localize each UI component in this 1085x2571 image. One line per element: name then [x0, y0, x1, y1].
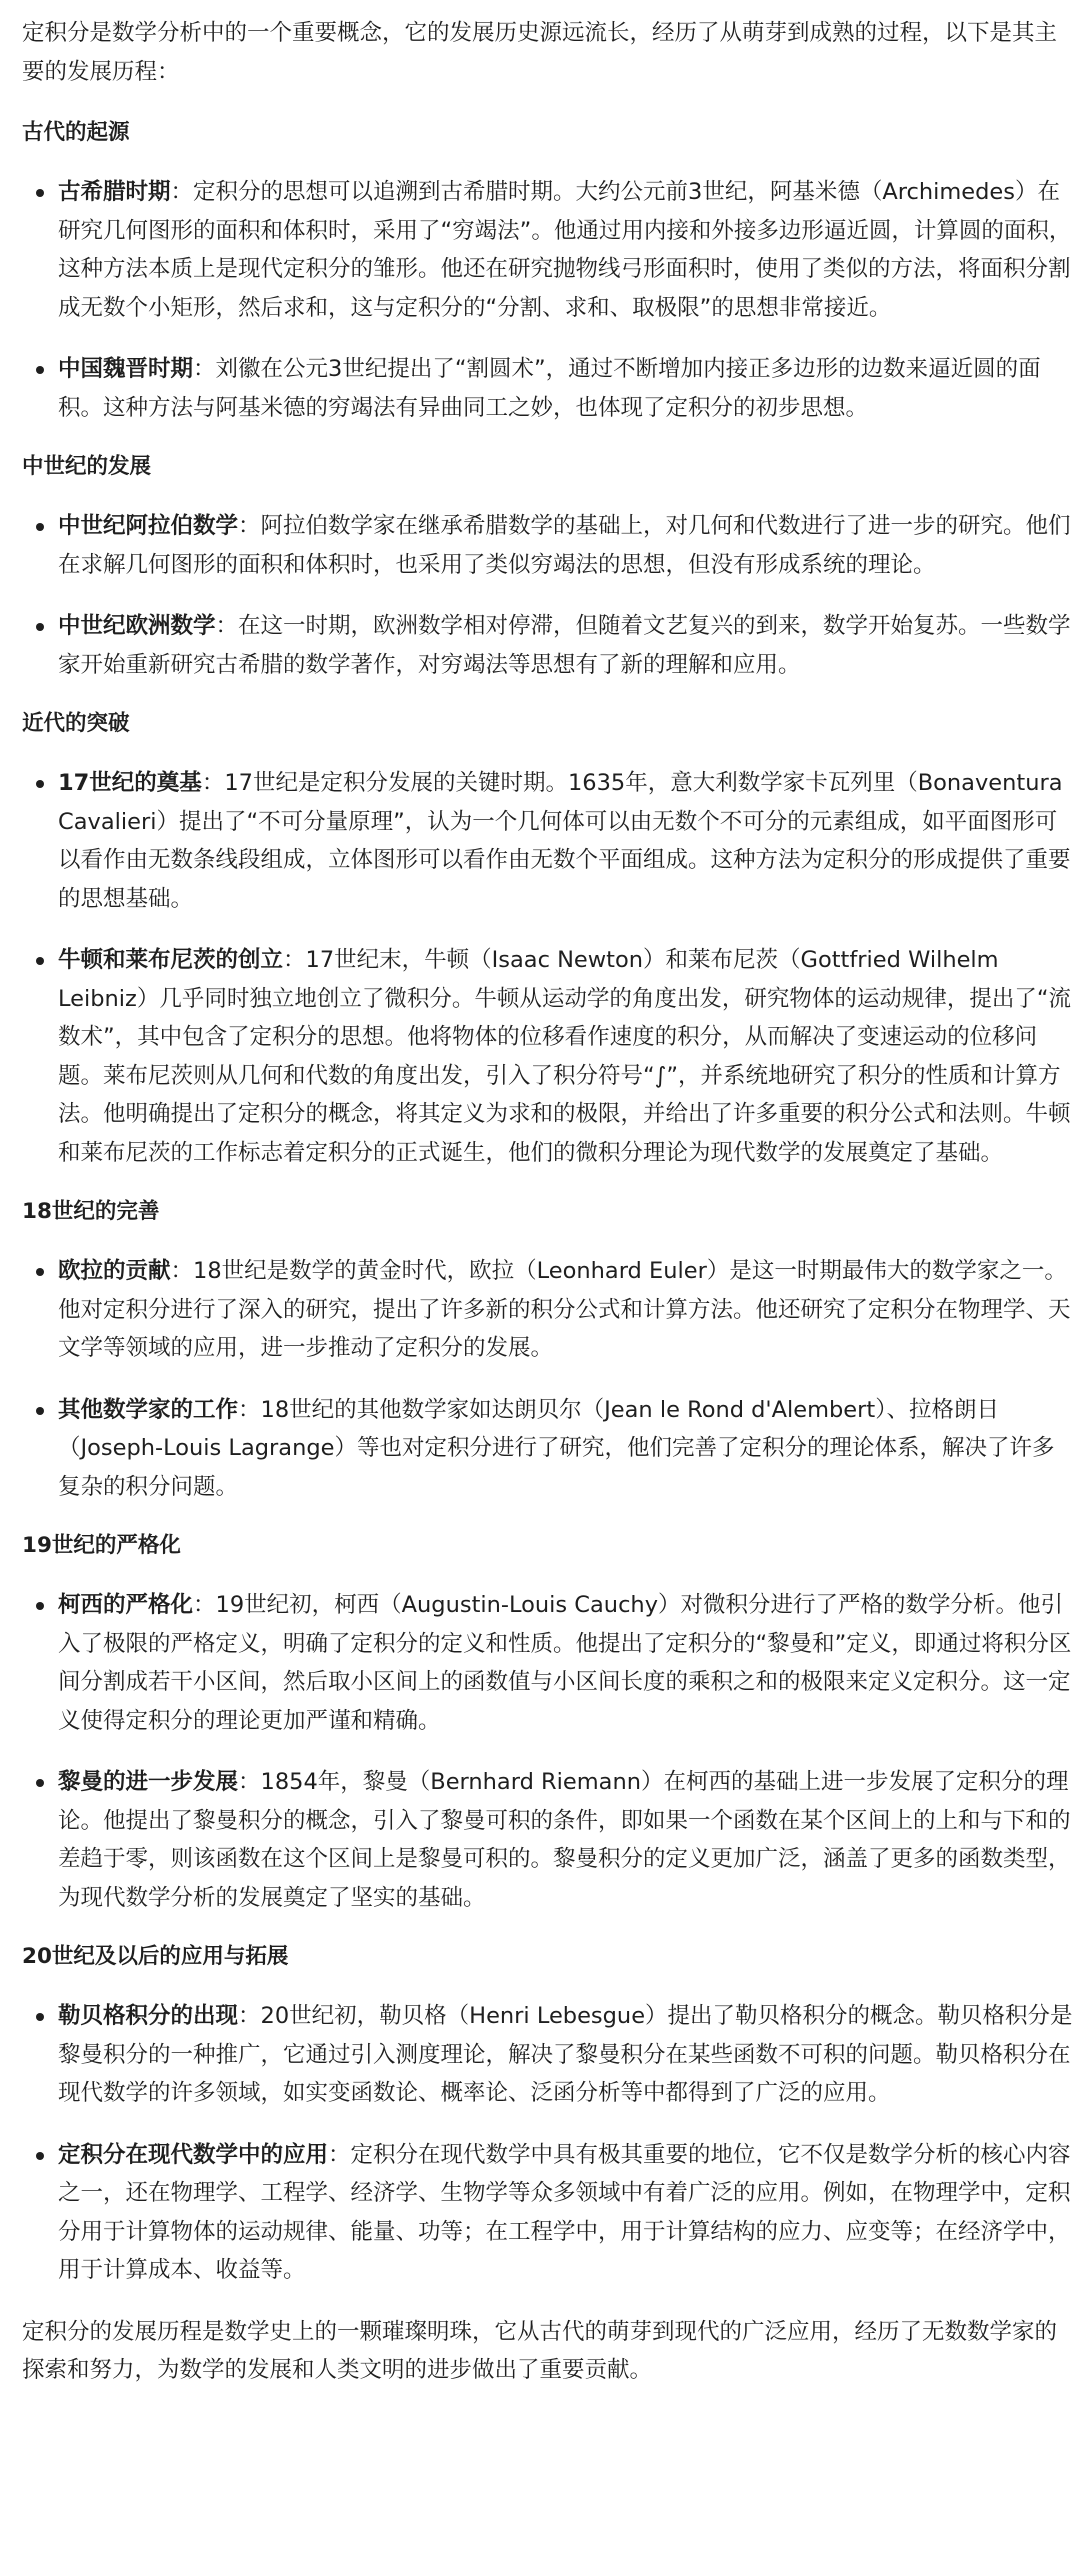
section-list-19th-century [22, 1586, 1073, 1917]
list-item [58, 1763, 1073, 1917]
item-term: 中国魏晋时期 [58, 356, 194, 382]
list-item [58, 941, 1073, 1172]
section-list-18th-century [22, 1252, 1073, 1506]
item-text: ：17世纪是定积分发展的关键时期。1635年，意大利数学家卡瓦列里（Bonaventura Cavalieri）提出了“不可分量原理”，认为一个几何体可以由无数个不可分的元素组成，如平面图形可以看作由无数条线段组成，立体图形可以看作由无数个平面组成。这种方法为定积分的形成提供了重要的思想基础。 [58, 770, 1071, 912]
section-heading-20th-century: 20世纪及以后的应用与拓展 [22, 1944, 289, 1969]
bullet-icon [36, 1268, 44, 1276]
section-heading-19th-century: 19世纪的严格化 [22, 1533, 181, 1558]
item-text: ：1854年，黎曼（Bernhard Riemann）在柯西的基础上进一步发展了定积分的理论。他提出了黎曼积分的概念，引入了黎曼可积的条件，即如果一个函数在某个区间上的上和与下和的差趋于零，则该函数在这个区间上是黎曼可积的。黎曼积分的定义更加广泛，涵盖了更多的函数类型，为现代数学分析的发展奠定了坚实的基础。 [58, 1769, 1071, 1911]
list-item [58, 173, 1073, 327]
item-term: 牛顿和莱布尼茨的创立 [58, 947, 284, 973]
closing-paragraph: 定积分的发展历程是数学史上的一颗璀璨明珠，它从古代的萌芽到现代的广泛应用，经历了无数数学家的探索和努力，为数学的发展和人类文明的进步做出了重要贡献。 [22, 2318, 1058, 2383]
item-term: 黎曼的进一步发展 [58, 1769, 239, 1795]
item-text: ：阿拉伯数学家在继承希腊数学的基础上，对几何和代数进行了进一步的研究。他们在求解几何图形的面积和体积时，也采用了类似穷竭法的思想，但没有形成系统的理论。 [58, 513, 1071, 578]
list-item [58, 350, 1073, 427]
item-term: 柯西的严格化 [58, 1592, 194, 1618]
bullet-icon [36, 957, 44, 965]
bullet-icon [36, 2152, 44, 2160]
item-text: ：在这一时期，欧洲数学相对停滞，但随着文艺复兴的到来，数学开始复苏。一些数学家开始重新研究古希腊的数学著作，对穷竭法等思想有了新的理解和应用。 [58, 613, 1071, 678]
section-list-medieval [22, 507, 1073, 684]
bullet-icon [36, 780, 44, 788]
list-item [58, 1391, 1073, 1507]
item-text: ：定积分的思想可以追溯到古希腊时期。大约公元前3世纪，阿基米德（Archimedes）在研究几何图形的面积和体积时，采用了“穷竭法”。他通过用内接和外接多边形逼近圆，计算圆的面积，这种方法本质上是现代定积分的雏形。他还在研究抛物线弓形面积时，使用了类似的方法，将面积分割成无数个小矩形，然后求和，这与定积分的“分割、求和、取极限”的思想非常接近。 [58, 179, 1072, 321]
item-term: 勒贝格积分的出现 [58, 2003, 239, 2029]
item-term: 定积分在现代数学中的应用 [58, 2141, 329, 2168]
list-item [58, 507, 1073, 584]
intro-paragraph: 定积分是数学分析中的一个重要概念，它的发展历史源远流长，经历了从萌芽到成熟的过程，以下是其主要的发展历程： [22, 20, 1058, 85]
bullet-icon [36, 623, 44, 631]
item-term: 其他数学家的工作 [58, 1396, 239, 1423]
list-item [58, 1997, 1073, 2113]
bullet-icon [36, 366, 44, 374]
bullet-icon [36, 1407, 44, 1415]
bullet-icon [36, 523, 44, 531]
list-item [58, 1252, 1073, 1368]
item-text: ：19世纪初，柯西（Augustin-Louis Cauchy）对微积分进行了严格的数学分析。他引入了极限的严格定义，明确了定积分的定义和性质。他提出了定积分的“黎曼和”定义，即通过将积分区间分割成若干小区间，然后取小区间上的函数值与小区间长度的乘积之和的极限来定义定积分。这一定义使得定积分的理论更加严谨和精确。 [58, 1592, 1072, 1734]
bullet-icon [36, 2013, 44, 2021]
item-term: 中世纪阿拉伯数学 [58, 513, 239, 539]
item-text: ：18世纪是数学的黄金时代，欧拉（Leonhard Euler）是这一时期最伟大的数学家之一。他对定积分进行了深入的研究，提出了许多新的积分公式和计算方法。他还研究了定积分在物理学、天文学等领域的应用，进一步推动了定积分的发展。 [58, 1258, 1071, 1361]
item-text: ：17世纪末，牛顿（Isaac Newton）和莱布尼茨（Gottfried Wilhelm Leibniz）几乎同时独立地创立了微积分。牛顿从运动学的角度出发，研究物体的运动规律，提出了“流数术”，其中包含了定积分的思想。他将物体的位移看作速度的积分，从而解决了变速运动的位移问题。莱布尼茨则从几何和代数的角度出发，引入了积分符号“∫”，并系统地研究了积分的性质和计算方法。他明确提出了定积分的概念，将其定义为求和的极限，并给出了许多重要的积分公式和法则。牛顿和莱布尼茨的工作标志着定积分的正式诞生，他们的微积分理论为现代数学的发展奠定了基础。 [58, 947, 1071, 1166]
item-text: ：定积分在现代数学中具有极其重要的地位，它不仅是数学分析的核心内容之一，还在物理学、工程学、经济学、生物学等众多领域中有着广泛的应用。例如，在物理学中，定积分用于计算物体的运动规律、能量、功等；在工程学中，用于计算结构的应力、应变等；在经济学中，用于计算成本、收益等。 [58, 2141, 1071, 2283]
section-heading-18th-century: 18世纪的完善 [22, 1199, 160, 1224]
list-item [58, 607, 1073, 684]
bullet-icon [36, 1779, 44, 1787]
section-heading-ancient: 古代的起源 [22, 120, 130, 145]
section-heading-medieval: 中世纪的发展 [22, 454, 152, 479]
section-heading-modern-breakthrough: 近代的突破 [22, 711, 130, 736]
section-list-20th-century [22, 1997, 1073, 2290]
list-item [58, 1586, 1073, 1740]
item-term: 古希腊时期 [58, 179, 171, 205]
item-text: ：刘徽在公元3世纪提出了“割圆术”，通过不断增加内接正多边形的边数来逼近圆的面积。这种方法与阿基米德的穷竭法有异曲同工之妙，也体现了定积分的初步思想。 [58, 356, 1041, 421]
section-list-modern-breakthrough [22, 764, 1073, 1172]
bullet-icon [36, 189, 44, 197]
list-item [58, 764, 1073, 918]
bullet-icon [36, 1602, 44, 1610]
item-text: ：20世纪初，勒贝格（Henri Lebesgue）提出了勒贝格积分的概念。勒贝格积分是黎曼积分的一种推广，它通过引入测度理论，解决了黎曼积分在某些函数不可积的问题。勒贝格积分在现代数学的许多领域，如实变函数论、概率论、泛函分析等中都得到了广泛的应用。 [58, 2003, 1073, 2106]
item-term: 欧拉的贡献 [58, 1258, 171, 1284]
item-term: 17世纪的奠基 [58, 770, 202, 796]
list-item [58, 2136, 1073, 2290]
item-term: 中世纪欧洲数学 [58, 613, 216, 639]
item-text: ：18世纪的其他数学家如达朗贝尔（Jean le Rond d'Alembert）、拉格朗日（Joseph-Louis Lagrange）等也对定积分进行了研究，他们完善了定积分的理论体系，解决了许多复杂的积分问题。 [58, 1396, 1055, 1500]
section-list-ancient [22, 173, 1073, 427]
